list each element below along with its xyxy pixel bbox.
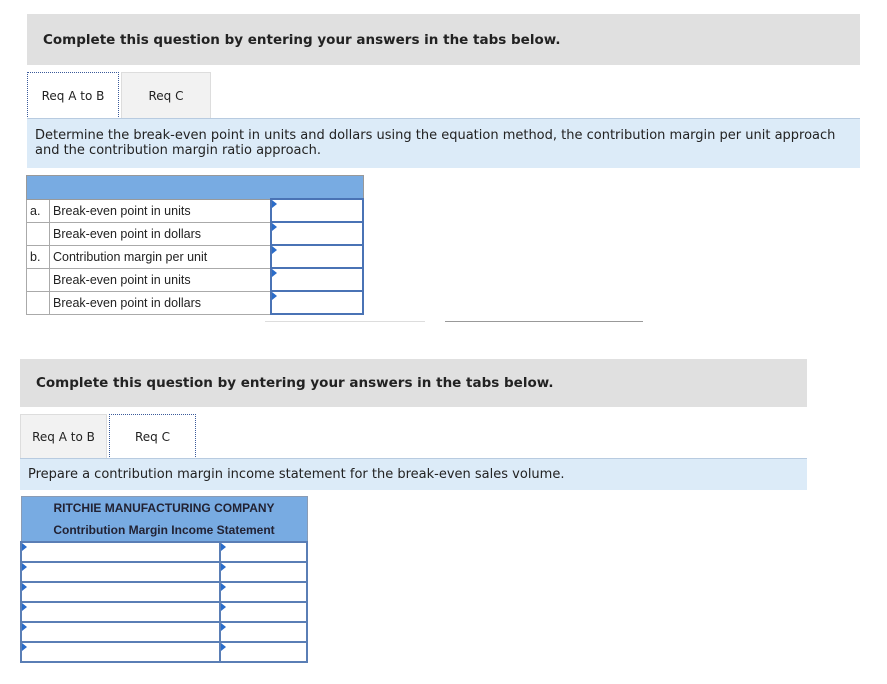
label-cell [21,642,220,662]
input-marker-icon [22,623,27,631]
input-marker-icon [272,269,277,277]
divider [445,321,643,322]
input-marker-icon [272,246,277,254]
statement-label-input[interactable] [22,543,219,561]
amount-cell [220,562,307,582]
row-label: Break-even point in dollars [50,222,272,245]
statement-row [21,542,307,562]
table-row [27,291,364,314]
statement-amount-input[interactable] [221,643,306,661]
input-marker-icon [22,543,27,551]
statement-row [21,622,307,642]
amount-cell [220,642,307,662]
input-marker-icon [272,223,277,231]
answer-input-cell [271,222,363,245]
answer-input-cell [271,268,363,291]
tab-req-c[interactable]: Req C [121,72,211,118]
instruction-text: Determine the break-even point in units and dollars using the equation method, the contribution margin per unit approach and the contribution margin ratio approach. [27,119,860,168]
statement-row [21,562,307,582]
income-statement-table [20,496,308,663]
label-cell [21,542,220,562]
input-marker-icon [22,643,27,651]
amount-cell [220,582,307,602]
input-marker-icon [221,563,226,571]
answer-input-cell [271,199,363,222]
divider [265,321,425,322]
statement-amount-input[interactable] [221,543,306,561]
input-marker-icon [22,603,27,611]
answer-input[interactable] [272,292,362,313]
row-label: Contribution margin per unit [50,245,272,268]
table-row [27,245,364,268]
row-label: Break-even point in dollars [50,291,272,314]
row-marker [27,291,50,314]
row-label: Break-even point in units [50,199,272,222]
answer-input[interactable] [272,200,362,221]
input-marker-icon [272,200,277,208]
statement-amount-input[interactable] [221,623,306,641]
row-label: Break-even point in units [50,268,272,291]
statement-label-input[interactable] [22,623,219,641]
answer-input-cell [271,245,363,268]
statement-label-input[interactable] [22,563,219,581]
statement-amount-input[interactable] [221,563,306,581]
instruction-text: Prepare a contribution margin income statement for the break-even sales volume. [20,459,807,490]
statement-amount-input[interactable] [221,603,306,621]
input-marker-icon [221,623,226,631]
label-cell [21,562,220,582]
statement-title: Contribution Margin Income Statement [21,519,307,542]
amount-cell [220,542,307,562]
row-marker: b. [27,245,50,268]
row-marker [27,268,50,291]
label-cell [21,582,220,602]
input-marker-icon [22,563,27,571]
table-row [27,199,364,222]
label-cell [21,622,220,642]
input-marker-icon [272,292,277,300]
question-header: Complete this question by entering your answers in the tabs below. [27,14,860,65]
answer-input-cell [271,291,363,314]
tab-req-a-to-b[interactable]: Req A to B [20,414,107,458]
statement-amount-input[interactable] [221,583,306,601]
table-header [27,176,364,200]
answer-input[interactable] [272,246,362,267]
input-marker-icon [221,583,226,591]
row-marker: a. [27,199,50,222]
company-name: RITCHIE MANUFACTURING COMPANY [21,497,307,520]
label-cell [21,602,220,622]
break-even-table [26,175,364,315]
answer-input[interactable] [272,223,362,244]
table-row [27,268,364,291]
input-marker-icon [221,543,226,551]
amount-cell [220,602,307,622]
amount-cell [220,622,307,642]
question-header-2: Complete this question by entering your answers in the tabs below. [20,359,807,407]
statement-label-input[interactable] [22,583,219,601]
statement-row [21,602,307,622]
input-marker-icon [221,603,226,611]
table-row [27,222,364,245]
answer-input[interactable] [272,269,362,290]
input-marker-icon [22,583,27,591]
statement-label-input[interactable] [22,603,219,621]
row-marker [27,222,50,245]
statement-label-input[interactable] [22,643,219,661]
statement-row [21,642,307,662]
tab-req-c[interactable]: Req C [109,414,196,459]
input-marker-icon [221,643,226,651]
statement-row [21,582,307,602]
tab-req-a-to-b[interactable]: Req A to B [27,72,119,119]
